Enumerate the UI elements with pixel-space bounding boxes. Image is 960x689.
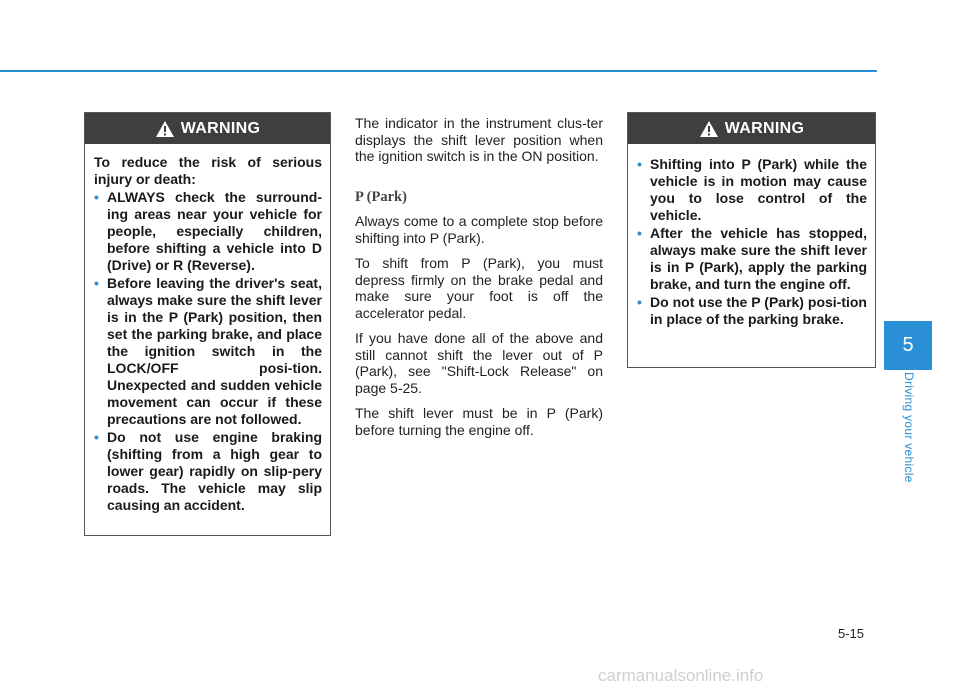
watermark: carmanualsonline.info: [598, 666, 764, 685]
warning-box-right: [627, 112, 876, 368]
paragraph: Always come to a complete stop before shifting into P (Park).: [355, 213, 603, 246]
paragraph: To shift from P (Park), you must depress firmly on the brake pedal and make sure your foot is off the accelerator pedal.: [355, 255, 603, 321]
warning-header: [85, 113, 330, 144]
bullet-icon: •: [94, 275, 99, 291]
warning-box-left: [84, 112, 331, 536]
top-rule: [0, 70, 877, 72]
warning-item: • Before leaving the driver's seat, always make sure the shift lever is in the P (Park) position, then set the parking brake, and place the ignition switch in the LOCK/OFF posi-tion. Unexpected and sudden vehicle movement can occur if these precautions are not followed.: [94, 275, 322, 427]
bullet-icon: •: [637, 156, 642, 172]
warning-item: • ALWAYS check the surround-ing areas near your vehicle for people, especially children, before shifting a vehicle into D (Drive) or R (Reverse).: [94, 189, 322, 273]
warning-item: • Do not use engine braking (shifting from a high gear to lower gear) rapidly on slip-pery roads. The vehicle may slip causing an accident.: [94, 429, 322, 513]
warning-item: • Shifting into P (Park) while the vehicle is in motion may cause you to lose control of the vehicle.: [637, 156, 867, 223]
bullet-icon: •: [637, 294, 642, 310]
paragraph: The indicator in the instrument clus-ter displays the shift lever position when the ignition switch is in the ON position.: [355, 115, 603, 164]
warning-title: WARNING: [180, 119, 261, 137]
chapter-title: Driving your vehicle: [902, 372, 916, 483]
warning-body: [628, 144, 875, 336]
warning-body: [85, 144, 330, 522]
warning-item: • After the vehicle has stopped, always make sure the shift lever is in P (Park), apply the parking brake, and turn the engine off.: [637, 225, 867, 292]
warning-item: • Do not use the P (Park) posi-tion in place of the parking brake.: [637, 294, 867, 327]
paragraph: The shift lever must be in P (Park) before turning the engine off.: [355, 405, 603, 438]
main-text-column: [355, 115, 603, 447]
section-heading: P (Park): [355, 188, 407, 205]
warning-title: WARNING: [724, 119, 805, 137]
chapter-number: 5: [902, 334, 914, 356]
bullet-icon: •: [94, 429, 99, 445]
bullet-icon: •: [637, 225, 642, 241]
warning-header: [628, 113, 875, 144]
paragraph: If you have done all of the above and still cannot shift the lever out of P (Park), see "Shift-Lock Release" on page 5-25.: [355, 330, 603, 396]
warning-list: [637, 156, 867, 328]
warning-intro: To reduce the risk of serious injury or death:: [94, 154, 322, 187]
warning-list: [94, 189, 322, 514]
bullet-icon: •: [94, 189, 99, 205]
chapter-tab: [884, 321, 932, 370]
warning-triangle-icon: [155, 120, 175, 138]
warning-triangle-icon: [699, 120, 719, 138]
page-number: 5-15: [838, 626, 865, 641]
